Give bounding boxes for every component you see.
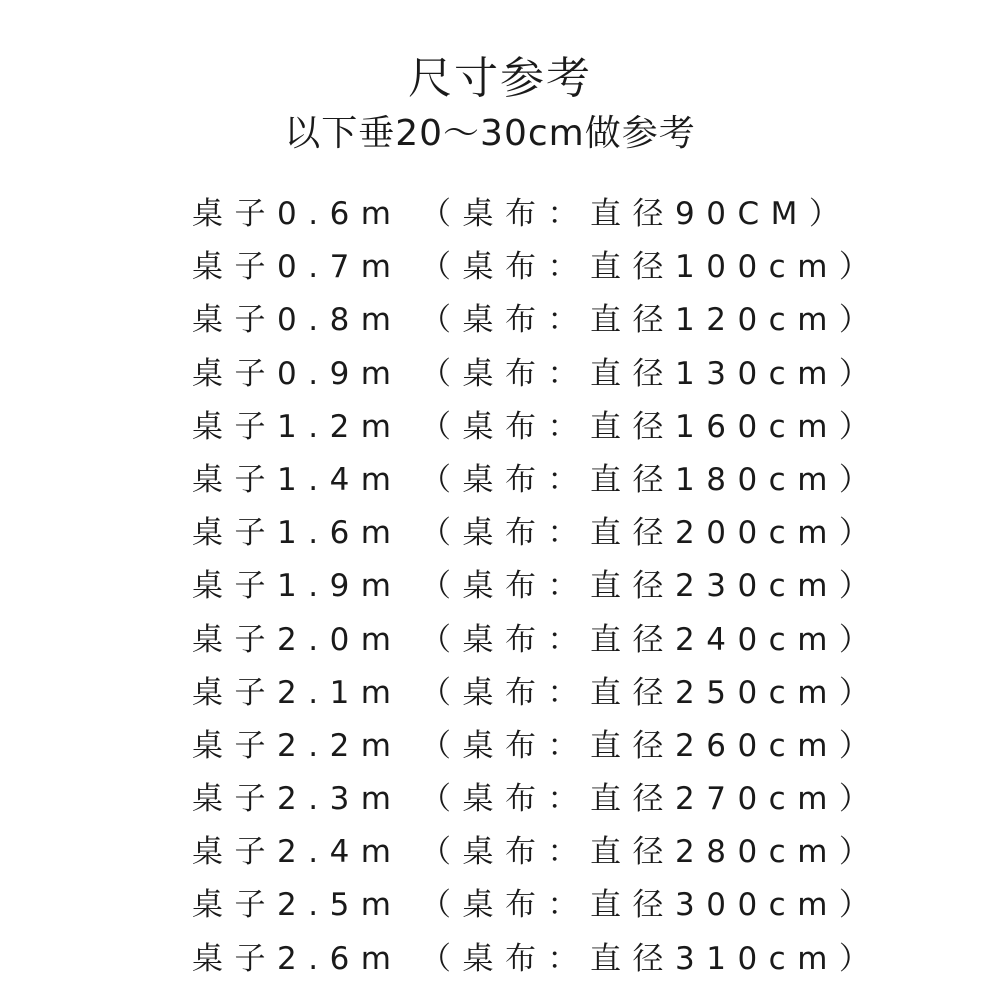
size-row: [192, 241, 881, 294]
size-row: [192, 560, 881, 613]
tablecloth-size: （桌布：直径230cm）: [420, 568, 882, 605]
size-reference-list: [192, 188, 881, 986]
size-row: [192, 614, 881, 667]
tablecloth-size: （桌布：直径270cm）: [420, 781, 882, 818]
size-row: [192, 667, 881, 720]
table-size: 桌子2.4m: [192, 834, 403, 871]
tablecloth-size: （桌布：直径130cm）: [420, 355, 882, 392]
page-subtitle: 以下垂20～30cm做参考: [284, 113, 696, 154]
size-row: [192, 188, 881, 241]
table-size: 桌子2.0m: [192, 621, 403, 658]
table-size: 桌子0.9m: [192, 355, 403, 392]
tablecloth-size: （桌布：直径240cm）: [420, 621, 882, 658]
table-size: 桌子2.3m: [192, 781, 403, 818]
table-size: 桌子0.7m: [192, 249, 403, 286]
size-row: [192, 773, 881, 826]
size-row: [192, 826, 881, 879]
table-size: 桌子2.5m: [192, 887, 403, 924]
size-row: [192, 348, 881, 401]
table-size: 桌子1.9m: [192, 568, 403, 605]
size-row: [192, 294, 881, 347]
tablecloth-size: （桌布：直径300cm）: [420, 887, 882, 924]
size-row: [192, 454, 881, 507]
table-size: 桌子0.6m: [192, 196, 403, 232]
tablecloth-size: （桌布：直径100cm）: [420, 249, 882, 286]
size-row: [192, 507, 881, 560]
page-title: 尺寸参考: [408, 53, 592, 105]
table-size: 桌子1.2m: [192, 408, 403, 445]
tablecloth-size: （桌布：直径310cm）: [420, 940, 882, 977]
tablecloth-size: （桌布：直径260cm）: [420, 727, 882, 764]
tablecloth-size: （桌布：直径90CM）: [420, 196, 852, 232]
table-size: 桌子2.2m: [192, 727, 403, 764]
tablecloth-size: （桌布：直径180cm）: [420, 461, 882, 498]
table-size: 桌子2.1m: [192, 674, 403, 711]
table-size: 桌子1.4m: [192, 461, 403, 498]
tablecloth-size: （桌布：直径120cm）: [420, 302, 882, 339]
table-size: 桌子1.6m: [192, 515, 403, 552]
size-row: [192, 720, 881, 773]
size-row: [192, 401, 881, 454]
size-row: [192, 933, 881, 986]
tablecloth-size: （桌布：直径280cm）: [420, 834, 882, 871]
table-size: 桌子2.6m: [192, 940, 403, 977]
tablecloth-size: （桌布：直径200cm）: [420, 515, 882, 552]
table-size: 桌子0.8m: [192, 302, 403, 339]
tablecloth-size: （桌布：直径250cm）: [420, 674, 882, 711]
size-row: [192, 879, 881, 932]
tablecloth-size: （桌布：直径160cm）: [420, 408, 882, 445]
